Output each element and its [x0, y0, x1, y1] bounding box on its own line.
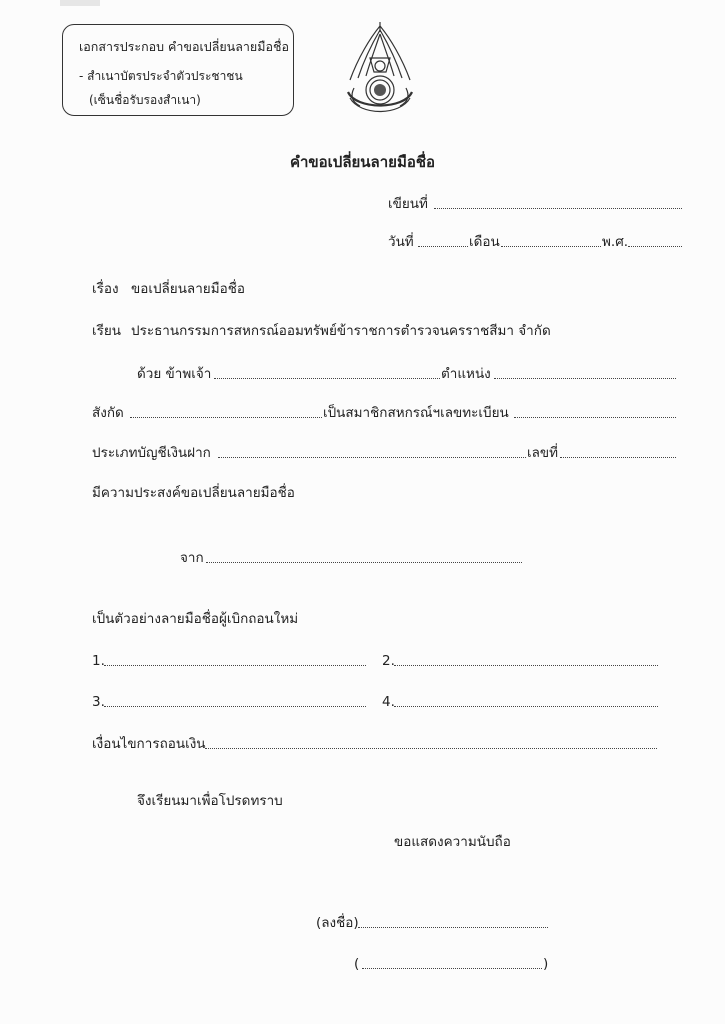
print-name-field[interactable] [362, 966, 542, 969]
withdraw-condition-label: เงื่อนไขการถอนเงิน [92, 736, 206, 752]
signature-2-number: 2. [382, 653, 395, 669]
position-field[interactable] [494, 376, 676, 379]
subject-label: เรื่อง [92, 281, 119, 297]
intent-text: มีความประสงค์ขอเปลี่ยนลายมือชื่อ [92, 485, 295, 501]
applicant-name-field[interactable] [214, 376, 440, 379]
sign-label: (ลงชื่อ) [316, 915, 359, 931]
signature-1-number: 1. [92, 653, 105, 669]
signature-4-number: 4. [382, 694, 395, 710]
addressee-text: ประธานกรรมการสหกรณ์ออมทรัพย์ข้าราชการตำรวจนครราชสีมา จำกัด [131, 323, 551, 339]
date-year-label: พ.ศ. [602, 234, 629, 250]
new-signatures-label: เป็นตัวอย่างลายมือชื่อผู้เบิกถอนใหม่ [92, 611, 299, 627]
closing-text: จึงเรียนมาเพื่อโปรดทราบ [137, 793, 283, 809]
signature-2-field[interactable] [394, 663, 658, 666]
signature-4-field[interactable] [394, 704, 658, 707]
attachment-box [62, 24, 294, 116]
attachment-item: - สำเนาบัตรประจำตัวประชาชน [79, 69, 243, 83]
account-type-field[interactable] [218, 455, 526, 458]
signature-3-field[interactable] [104, 704, 366, 707]
print-name-open: ( [354, 956, 360, 972]
from-label: จาก [180, 550, 204, 566]
position-label: ตำแหน่ง [441, 366, 491, 382]
account-type-label: ประเภทบัญชีเงินฝาก [92, 445, 211, 461]
affiliation-field[interactable] [130, 415, 322, 418]
date-day-field[interactable] [418, 244, 468, 247]
affiliation-label: สังกัด [92, 405, 124, 421]
member-no-label: เป็นสมาชิกสหกรณ์ฯเลขทะเบียน [323, 405, 509, 421]
written-at-field[interactable] [434, 206, 682, 209]
attachment-heading: เอกสารประกอบ คำขอเปลี่ยนลายมือชื่อ [79, 39, 289, 54]
from-field[interactable] [206, 560, 522, 563]
member-no-field[interactable] [514, 415, 676, 418]
written-at-label: เขียนที่ [388, 196, 428, 212]
account-no-field[interactable] [560, 455, 676, 458]
account-no-label: เลขที่ [527, 445, 559, 461]
date-month-field[interactable] [501, 244, 601, 247]
subject-text: ขอเปลี่ยนลายมือชื่อ [131, 281, 245, 297]
withdraw-condition-field[interactable] [205, 746, 657, 749]
scan-edge-mark [60, 0, 100, 6]
attachment-note: (เซ็นชื่อรับรองสำเนา) [89, 93, 201, 107]
addressee-label: เรียน [92, 323, 122, 339]
cooperative-emblem-icon [340, 18, 420, 122]
signature-3-number: 3. [92, 694, 105, 710]
regards-text: ขอแสดงความนับถือ [394, 834, 511, 850]
form-title: คำขอเปลี่ยนลายมือชื่อ [289, 153, 436, 171]
signature-1-field[interactable] [104, 663, 366, 666]
date-day-label: วันที่ [388, 234, 414, 250]
applicant-label: ด้วย ข้าพเจ้า [137, 366, 212, 382]
sign-field[interactable] [358, 925, 548, 928]
date-year-field[interactable] [628, 244, 682, 247]
print-name-close: ) [543, 956, 549, 972]
date-month-label: เดือน [469, 234, 500, 250]
